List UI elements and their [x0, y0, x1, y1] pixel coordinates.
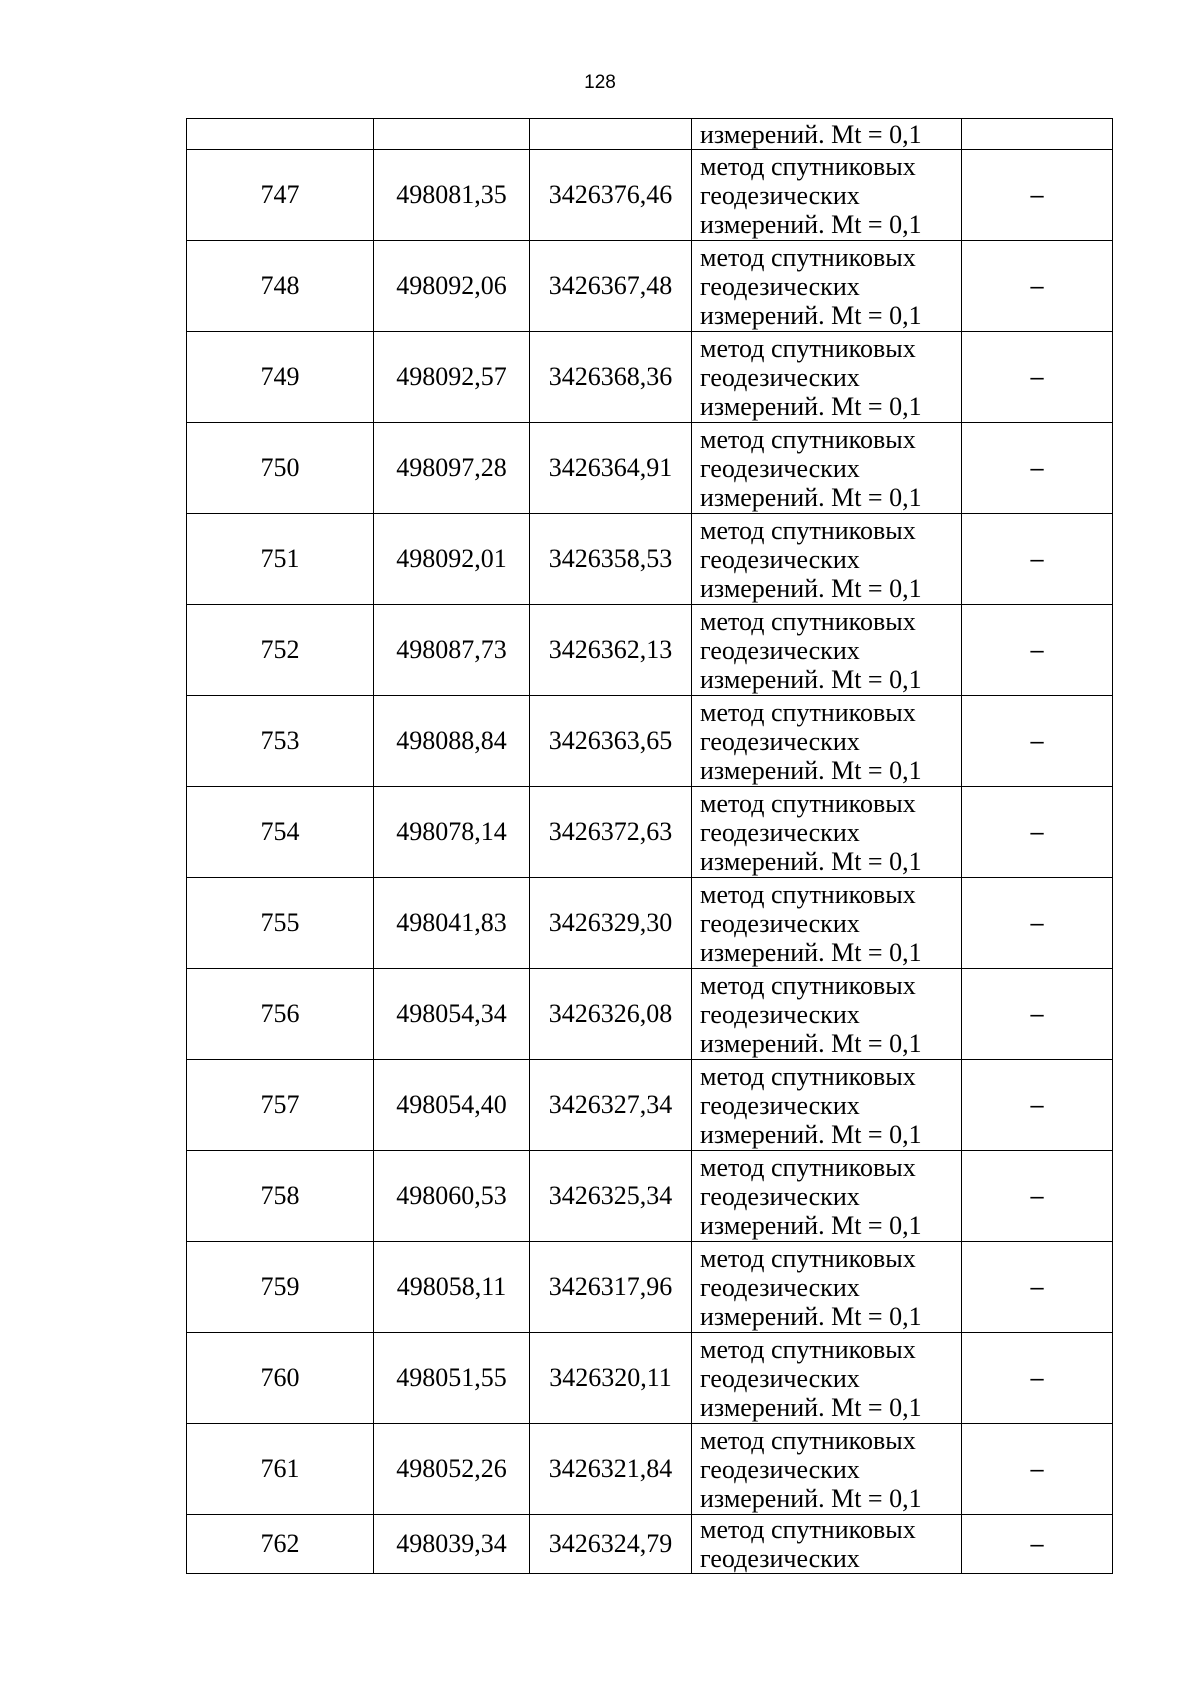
- method-cell: [692, 605, 962, 696]
- table-row: [187, 514, 1113, 605]
- y-cell: 3426317,96: [530, 1242, 692, 1333]
- table-row: [187, 878, 1113, 969]
- x-cell: 498054,34: [374, 969, 530, 1060]
- x-cell: 498060,53: [374, 1151, 530, 1242]
- x-cell: 498097,28: [374, 423, 530, 514]
- x-cell: 498087,73: [374, 605, 530, 696]
- note-cell: [962, 423, 1113, 514]
- x-cell: 498092,01: [374, 514, 530, 605]
- point-cell: 759: [187, 1242, 374, 1333]
- method-cell: [692, 332, 962, 423]
- dash-mark: –: [1030, 455, 1044, 482]
- method-cell: [692, 241, 962, 332]
- point-cell: 758: [187, 1151, 374, 1242]
- note-cell: [962, 514, 1113, 605]
- method-line: метод спутниковых: [700, 515, 916, 545]
- y-cell: 3426324,79: [530, 1515, 692, 1574]
- dash-mark: –: [1030, 182, 1044, 209]
- method-line: измерений. Mt = 0,1: [700, 1210, 922, 1240]
- dash-mark: –: [1030, 1274, 1044, 1301]
- method-line: геодезических: [700, 817, 860, 847]
- method-line: измерений. Mt = 0,1: [700, 937, 922, 967]
- method-cell: [692, 514, 962, 605]
- point-cell: 753: [187, 696, 374, 787]
- point-cell: 756: [187, 969, 374, 1060]
- method-line: метод спутниковых: [700, 424, 916, 454]
- method-cell: [692, 1060, 962, 1151]
- method-line: измерений. Mt = 0,1: [700, 846, 922, 876]
- method-line: геодезических: [700, 726, 860, 756]
- y-cell: 3426376,46: [530, 150, 692, 241]
- dash-mark: –: [1030, 546, 1044, 573]
- note-cell: [962, 1333, 1113, 1424]
- method-line: измерений. Mt = 0,1: [700, 755, 922, 785]
- method-line: метод спутниковых: [700, 606, 916, 636]
- note-cell: [962, 696, 1113, 787]
- method-line: метод спутниковых: [700, 1334, 916, 1364]
- method-line: измерений. Mt = 0,1: [700, 573, 922, 603]
- coordinates-table-body: [187, 119, 1113, 1574]
- note-cell: [962, 1151, 1113, 1242]
- table-row: [187, 1424, 1113, 1515]
- dash-mark: –: [1030, 1092, 1044, 1119]
- y-cell: 3426363,65: [530, 696, 692, 787]
- table-row: [187, 332, 1113, 423]
- method-line: геодезических: [700, 1363, 860, 1393]
- point-cell: 754: [187, 787, 374, 878]
- method-line: измерений. Mt = 0,1: [700, 664, 922, 694]
- x-cell: 498039,34: [374, 1515, 530, 1574]
- method-cell: [692, 1515, 962, 1574]
- method-line: геодезических: [700, 271, 860, 301]
- method-line: метод спутниковых: [700, 1515, 916, 1544]
- y-cell: 3426372,63: [530, 787, 692, 878]
- dash-mark: –: [1030, 910, 1044, 937]
- method-line: геодезических: [700, 1090, 860, 1120]
- method-line: метод спутниковых: [700, 333, 916, 363]
- note-cell: [962, 241, 1113, 332]
- method-line: метод спутниковых: [700, 151, 916, 181]
- method-cell: [692, 423, 962, 514]
- y-cell: 3426329,30: [530, 878, 692, 969]
- method-line: измерений. Mt = 0,1: [700, 1301, 922, 1331]
- x-cell: 498051,55: [374, 1333, 530, 1424]
- note-cell: [962, 1242, 1113, 1333]
- table-row: [187, 1242, 1113, 1333]
- method-line: метод спутниковых: [700, 788, 916, 818]
- point-cell: 748: [187, 241, 374, 332]
- x-cell: 498092,57: [374, 332, 530, 423]
- point-cell: 752: [187, 605, 374, 696]
- method-line: измерений. Mt = 0,1: [700, 391, 922, 421]
- y-cell: 3426320,11: [530, 1333, 692, 1424]
- point-cell: [187, 119, 374, 150]
- method-line: метод спутниковых: [700, 242, 916, 272]
- table-row: [187, 241, 1113, 332]
- table-row-continued: [187, 119, 1113, 150]
- method-cell: [692, 696, 962, 787]
- x-cell: 498092,06: [374, 241, 530, 332]
- method-cell: [692, 150, 962, 241]
- method-line: измерений. Mt = 0,1: [700, 482, 922, 512]
- point-cell: 747: [187, 150, 374, 241]
- method-cell: измерений. Mt = 0,1: [692, 119, 962, 150]
- point-cell: 761: [187, 1424, 374, 1515]
- dash-mark: –: [1030, 1001, 1044, 1028]
- method-line: геодезических: [700, 1272, 860, 1302]
- method-line: метод спутниковых: [700, 1425, 916, 1455]
- point-cell: 760: [187, 1333, 374, 1424]
- method-line: геодезических: [700, 635, 860, 665]
- table-row: [187, 969, 1113, 1060]
- y-cell: 3426367,48: [530, 241, 692, 332]
- table-row: [187, 605, 1113, 696]
- dash-mark: –: [1030, 1183, 1044, 1210]
- method-line: измерений. Mt = 0,1: [700, 1028, 922, 1058]
- method-line: метод спутниковых: [700, 1152, 916, 1182]
- x-cell: 498081,35: [374, 150, 530, 241]
- method-line: геодезических: [700, 1544, 860, 1573]
- point-cell: 749: [187, 332, 374, 423]
- page-number: 128: [584, 72, 616, 93]
- method-line: геодезических: [700, 1181, 860, 1211]
- table-row: [187, 1333, 1113, 1424]
- table-row: [187, 1060, 1113, 1151]
- method-line: метод спутниковых: [700, 1061, 916, 1091]
- table-row: [187, 423, 1113, 514]
- dash-mark: –: [1030, 1365, 1044, 1392]
- method-line: геодезических: [700, 1454, 860, 1484]
- method-cell: [692, 1424, 962, 1515]
- note-cell: [962, 1515, 1113, 1574]
- x-cell: 498052,26: [374, 1424, 530, 1515]
- note-cell: [962, 605, 1113, 696]
- x-cell: 498058,11: [374, 1242, 530, 1333]
- note-cell: [962, 150, 1113, 241]
- method-line: геодезических: [700, 453, 860, 483]
- note-cell: [962, 1060, 1113, 1151]
- y-cell: 3426326,08: [530, 969, 692, 1060]
- method-line: геодезических: [700, 544, 860, 574]
- note-cell: [962, 969, 1113, 1060]
- table-row: [187, 1515, 1113, 1574]
- method-cell: [692, 1333, 962, 1424]
- coordinates-table: [186, 118, 1113, 1574]
- y-cell: 3426327,34: [530, 1060, 692, 1151]
- note-cell: [962, 119, 1113, 150]
- x-cell: 498088,84: [374, 696, 530, 787]
- y-cell: 3426321,84: [530, 1424, 692, 1515]
- table-row: [187, 150, 1113, 241]
- dash-mark: –: [1030, 728, 1044, 755]
- method-cell: [692, 1242, 962, 1333]
- dash-mark: –: [1030, 1456, 1044, 1483]
- dash-mark: –: [1030, 637, 1044, 664]
- table-row: [187, 696, 1113, 787]
- x-cell: [374, 119, 530, 150]
- method-cell: [692, 878, 962, 969]
- x-cell: 498041,83: [374, 878, 530, 969]
- dash-mark: –: [1030, 1531, 1044, 1558]
- method-line: метод спутниковых: [700, 970, 916, 1000]
- dash-mark: –: [1030, 273, 1044, 300]
- method-cell: [692, 969, 962, 1060]
- method-line: измерений. Mt = 0,1: [700, 300, 922, 330]
- dash-mark: –: [1030, 819, 1044, 846]
- dash-mark: –: [1030, 364, 1044, 391]
- point-cell: 757: [187, 1060, 374, 1151]
- y-cell: [530, 119, 692, 150]
- x-cell: 498078,14: [374, 787, 530, 878]
- method-line: метод спутниковых: [700, 697, 916, 727]
- point-cell: 762: [187, 1515, 374, 1574]
- note-cell: [962, 1424, 1113, 1515]
- note-cell: [962, 878, 1113, 969]
- note-cell: [962, 332, 1113, 423]
- method-line: измерений. Mt = 0,1: [700, 1119, 922, 1149]
- method-cell: [692, 1151, 962, 1242]
- point-cell: 750: [187, 423, 374, 514]
- method-line: измерений. Mt = 0,1: [700, 1483, 922, 1513]
- y-cell: 3426358,53: [530, 514, 692, 605]
- note-cell: [962, 787, 1113, 878]
- table-row: [187, 1151, 1113, 1242]
- method-line: геодезических: [700, 999, 860, 1029]
- y-cell: 3426325,34: [530, 1151, 692, 1242]
- method-line: измерений. Mt = 0,1: [700, 209, 922, 239]
- method-cell: [692, 787, 962, 878]
- method-line: геодезических: [700, 362, 860, 392]
- method-line: геодезических: [700, 908, 860, 938]
- x-cell: 498054,40: [374, 1060, 530, 1151]
- y-cell: 3426364,91: [530, 423, 692, 514]
- y-cell: 3426362,13: [530, 605, 692, 696]
- table-row: [187, 787, 1113, 878]
- method-line: метод спутниковых: [700, 1243, 916, 1273]
- method-line: метод спутниковых: [700, 879, 916, 909]
- y-cell: 3426368,36: [530, 332, 692, 423]
- point-cell: 751: [187, 514, 374, 605]
- method-line: измерений. Mt = 0,1: [700, 1392, 922, 1422]
- method-line: геодезических: [700, 180, 860, 210]
- point-cell: 755: [187, 878, 374, 969]
